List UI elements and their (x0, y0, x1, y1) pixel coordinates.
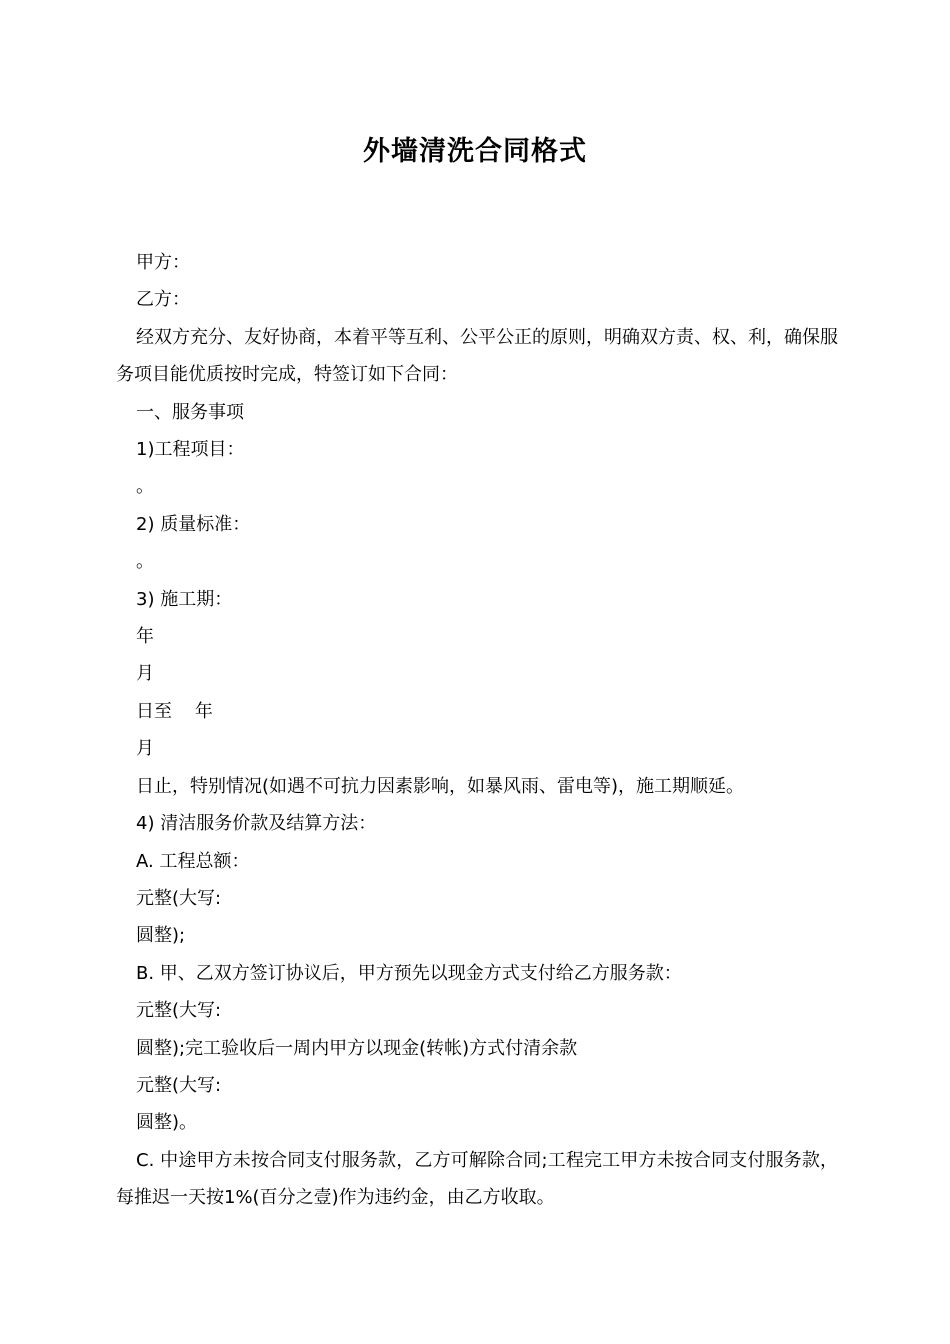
balance-yuan-line: 元整(大写: (136, 1074, 222, 1096)
start-month-line: 月 (136, 663, 154, 685)
quality-standard-blank: 。 (136, 551, 154, 573)
document-body (116, 244, 838, 1217)
document-title: 外墙清洗合同格式 (363, 136, 587, 167)
total-amount-line: A. 工程总额： (136, 850, 250, 872)
party-b-line: 乙方： (136, 289, 190, 311)
quality-standard-line: 2) 质量标准： (136, 513, 251, 535)
construction-period-line: 3) 施工期： (136, 588, 233, 610)
section-heading-services: 一、服务事项 (136, 401, 244, 423)
preamble-paragraph: 经双方充分、友好协商，本着平等互利、公平公正的原则，明确双方责、权、利，确保服务项目能优质按时完成，特签订如下合同： (116, 326, 838, 386)
advance-payment-line: B. 甲、乙双方签订协议后，甲方预先以现金方式支付给乙方服务款： (136, 962, 682, 984)
price-settlement-line: 4) 清洁服务价款及结算方法： (136, 813, 377, 835)
total-amount-yuan-line: 元整(大写: (136, 887, 222, 909)
advance-yuan-line: 元整(大写: (136, 1000, 222, 1022)
start-day-to-year-line: 日至 年 (136, 700, 213, 722)
balance-capital-line: 圆整)。 (136, 1112, 198, 1134)
start-year-line: 年 (136, 626, 154, 648)
end-month-line: 月 (136, 738, 154, 760)
balance-payment-line: 圆整);完工验收后一周内甲方以现金(转帐)方式付清余款 (136, 1037, 578, 1059)
project-item-line: 1)工程项目： (136, 439, 245, 461)
total-amount-capital-line: 圆整); (136, 925, 186, 947)
project-item-blank: 。 (136, 476, 154, 498)
party-a-line: 甲方： (136, 252, 190, 273)
end-day-line: 日止，特别情况(如遇不可抗力因素影响，如暴风雨、雷电等)，施工期顺延。 (136, 775, 745, 797)
late-payment-clause: C. 中途甲方未按合同支付服务款，乙方可解除合同;工程完工甲方未按合同支付服务款，每推迟一天按1%(百分之壹)作为违约金，由乙方收取。 (116, 1149, 838, 1209)
